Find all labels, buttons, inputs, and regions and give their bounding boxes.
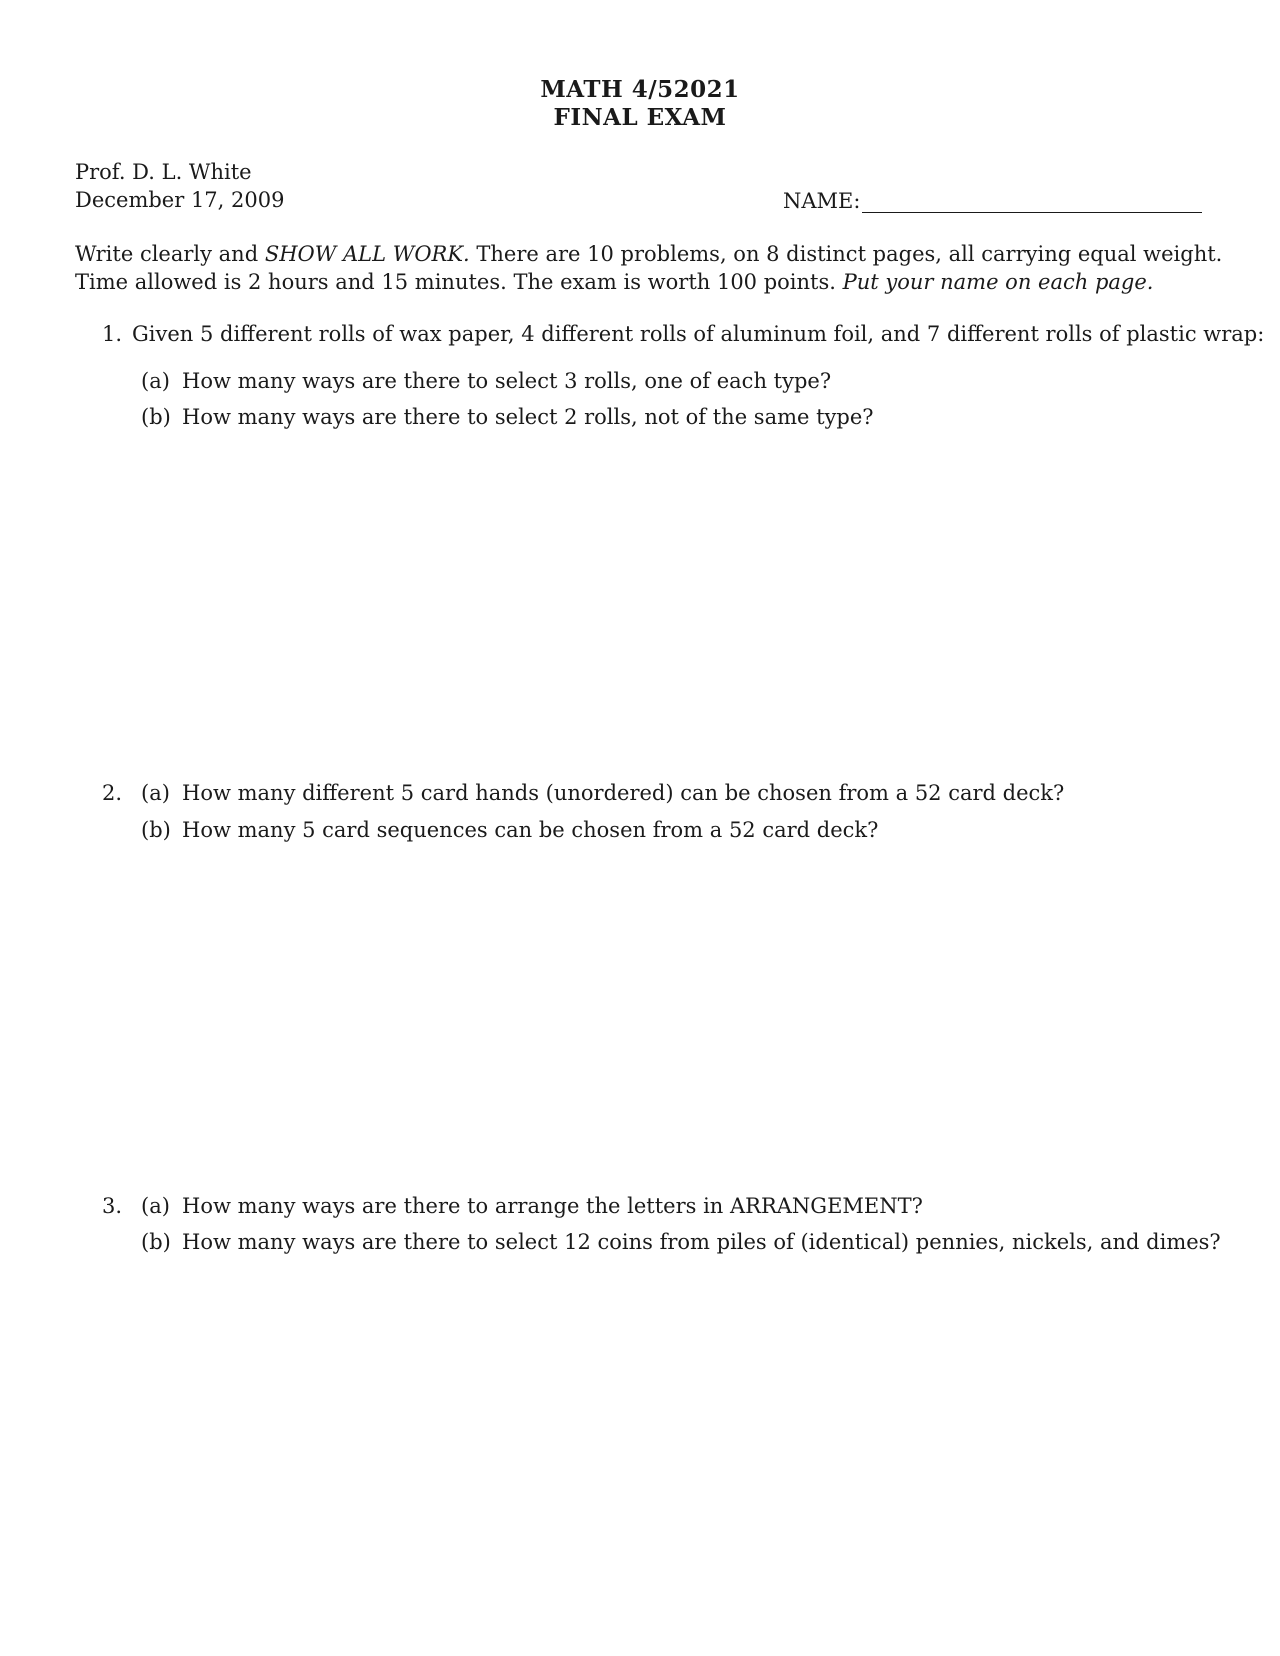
problem-3b-label: (b) bbox=[141, 1230, 171, 1254]
professor-name: Prof. D. L. White bbox=[75, 160, 252, 184]
instructions-text: Write clearly and bbox=[75, 242, 265, 266]
problem-3a-text: How many ways are there to arrange the letters in ARRANGEMENT? bbox=[182, 1194, 923, 1218]
problem-2b-text: How many 5 card sequences can be chosen from a 52 card deck? bbox=[182, 818, 879, 842]
name-blank-line bbox=[862, 188, 1202, 213]
problem-3-number: 3. bbox=[102, 1194, 123, 1218]
exam-title: FINAL EXAM bbox=[553, 104, 727, 131]
course-title: MATH 4/52021 bbox=[540, 76, 740, 103]
problem-3a-label: (a) bbox=[141, 1194, 170, 1218]
problem-1-stem: Given 5 different rolls of wax paper, 4 different rolls of aluminum foil, and 7 different rolls of plastic wrap: bbox=[132, 322, 1265, 346]
instructions-text: There are 10 problems, on 8 distinct pages, all carrying equal weight. bbox=[469, 242, 1223, 266]
problem-1a-label: (a) bbox=[141, 369, 170, 393]
instructions-line-2 bbox=[75, 270, 1153, 294]
name-label: NAME: bbox=[783, 189, 861, 213]
name-field bbox=[783, 188, 1202, 213]
instructions-line-1 bbox=[75, 242, 1222, 266]
instructions-emphasis: Put your name on each page. bbox=[842, 270, 1154, 294]
problem-1b-label: (b) bbox=[141, 405, 171, 429]
instructions-text: Time allowed is 2 hours and 15 minutes. The exam is worth 100 points. bbox=[75, 270, 843, 294]
instructions-emphasis: SHOW ALL WORK. bbox=[264, 242, 470, 266]
problem-1a-text: How many ways are there to select 3 rolls, one of each type? bbox=[182, 369, 832, 393]
problem-2-number: 2. bbox=[102, 781, 123, 805]
problem-2b-label: (b) bbox=[141, 818, 171, 842]
problem-2a-label: (a) bbox=[141, 781, 170, 805]
exam-date: December 17, 2009 bbox=[75, 188, 285, 212]
problem-1b-text: How many ways are there to select 2 rolls, not of the same type? bbox=[182, 405, 874, 429]
problem-3b-text: How many ways are there to select 12 coins from piles of (identical) pennies, nickels, and dimes? bbox=[182, 1230, 1221, 1254]
problem-1-number: 1. bbox=[102, 322, 123, 346]
problem-2a-text: How many different 5 card hands (unordered) can be chosen from a 52 card deck? bbox=[182, 781, 1065, 805]
